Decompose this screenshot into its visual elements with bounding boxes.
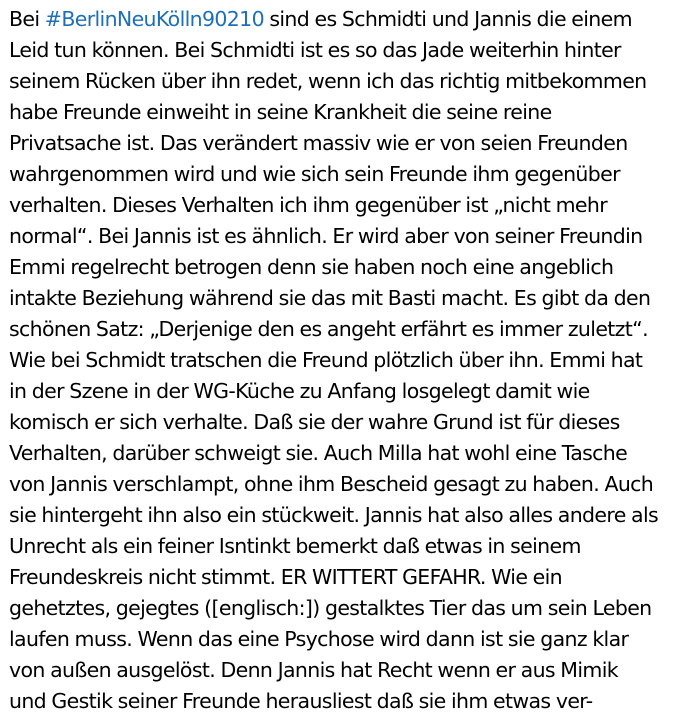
text-line: komisch er sich verhalte. Daß sie der wahre Grund ist für dieses xyxy=(9,410,620,434)
text-line: und Gestik seiner Freunde herausliest daß sie ihm etwas ver- xyxy=(9,689,593,713)
text-line: verhalten. Dieses Verhalten ich ihm gegenüber ist „nicht mehr xyxy=(9,193,607,217)
text-line: laufen muss. Wenn das eine Psychose wird dann ist sie ganz klar xyxy=(9,627,629,651)
text-line: Freundeskreis nicht stimmt. ER WITTERT GEFAHR. Wie ein xyxy=(9,565,562,589)
hashtag-link[interactable]: #BerlinNeuKölln90210 xyxy=(44,7,264,31)
text-line: Emmi regelrecht betrogen denn sie haben noch eine angeblich xyxy=(9,255,614,279)
text-line: Leid tun können. Bei Schmidti ist es so das Jade weiterhin hinter xyxy=(9,38,621,62)
text-line xyxy=(9,4,677,35)
text-line: gehetztes, gejegtes ([englisch:]) gestalktes Tier das um sein Leben xyxy=(9,596,652,620)
text-line: seinem Rücken über ihn redet, wenn ich das richtig mitbekommen xyxy=(9,69,647,93)
text-line: normal“. Bei Jannis ist es ähnlich. Er wird aber von seiner Freundin xyxy=(9,224,643,248)
text-line: von Jannis verschlampt, ohne ihm Bescheid gesagt zu haben. Auch xyxy=(9,472,654,496)
text-line: Privatsache ist. Das verändert massiv wie er von seien Freunden xyxy=(9,131,628,155)
text-line: von außen ausgelöst. Denn Jannis hat Recht wenn er aus Mimik xyxy=(9,658,618,682)
text-line: wahrgenommen wird und wie sich sein Freunde ihm gegenüber xyxy=(9,162,620,186)
text-line: Unrecht als ein feiner Isntinkt bemerkt daß etwas in seinem xyxy=(9,534,581,558)
text-line: sie hintergeht ihn also ein stückweit. Jannis hat also alles andere als xyxy=(9,503,659,527)
text-line: intakte Beziehung während sie das mit Basti macht. Es gibt da den xyxy=(9,286,651,310)
text-line: Verhalten, darüber schweigt sie. Auch Milla hat wohl eine Tasche xyxy=(9,441,628,465)
text-segment: sind es Schmidti und Jannis die einem xyxy=(263,7,632,31)
text-line: in der Szene in der WG-Küche zu Anfang losgelegt damit wie xyxy=(9,379,590,403)
post-body xyxy=(9,4,677,717)
text-line: habe Freunde einweiht in seine Krankheit die seine reine xyxy=(9,100,552,124)
text-line: schönen Satz: „Derjenige den es angeht erfährt es immer zuletzt“. xyxy=(9,317,648,341)
text-segment: Bei xyxy=(9,7,45,31)
text-line: Wie bei Schmidt tratschen die Freund plötzlich über ihn. Emmi hat xyxy=(9,348,643,372)
